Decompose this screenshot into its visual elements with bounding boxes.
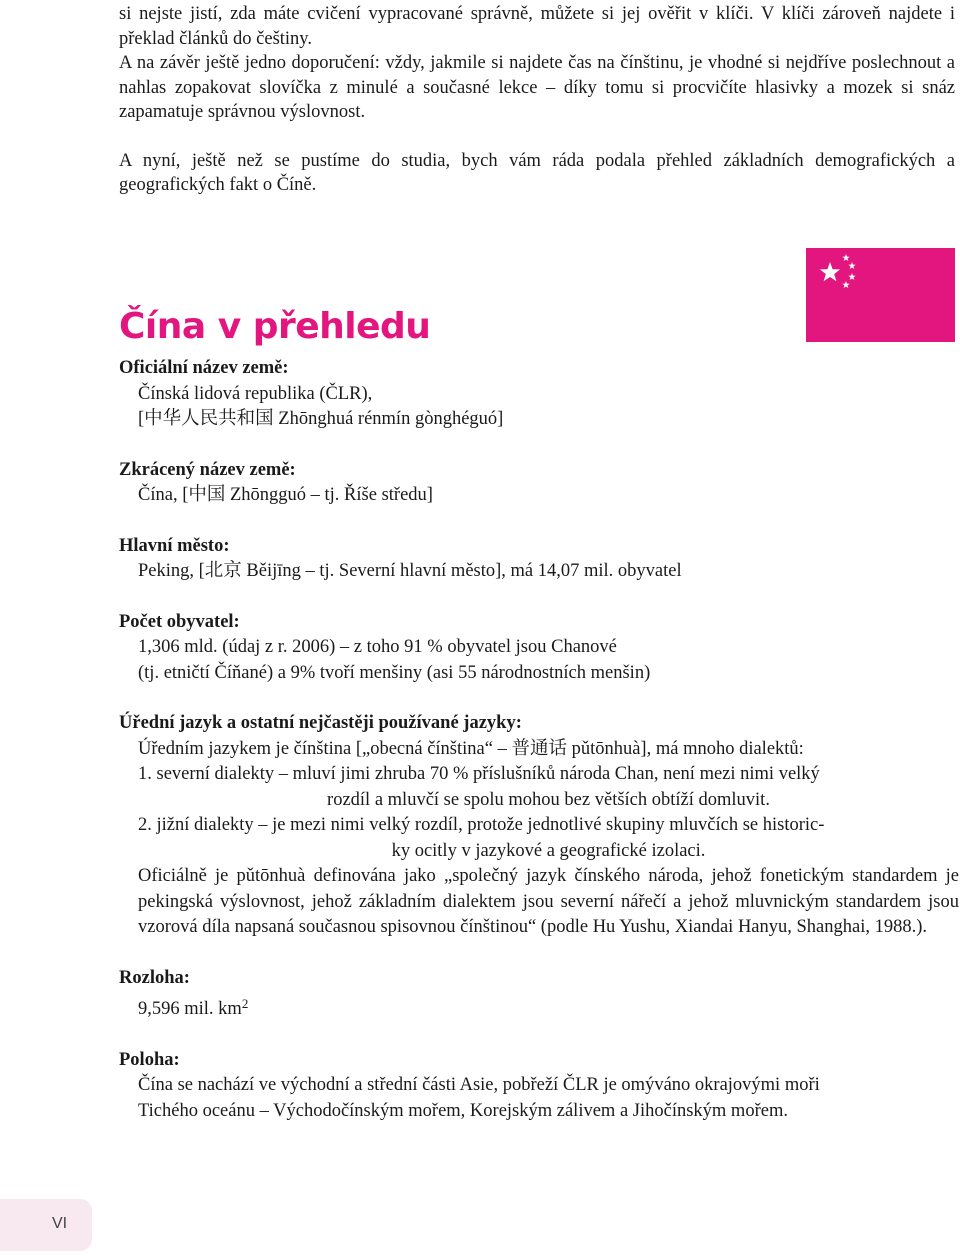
fact-value <box>119 991 959 1023</box>
fact-label: Počet obyvatel: <box>119 611 240 632</box>
list-item <box>119 813 959 864</box>
fact-area <box>119 966 959 1023</box>
fact-label: Oficiální název země: <box>119 358 289 378</box>
fact-population <box>119 610 959 687</box>
intro-paragraph-2: A na závěr ještě jedno doporučení: vždy, jakmile si najdete čas na čínštinu, je vhodné si nejdříve poslechnout a nahlas zopakovat slovíčka z minulé a současné lekce – díky tomu si procvičíte hlasivky a mozek si snáz zapamatuje správnou výslovnost. <box>119 53 955 122</box>
fact-value: Čína se nachází ve východní a střední části Asie, pobřeží ČLR je omýváno okrajovými moři <box>138 1075 820 1095</box>
area-value: 9,596 mil. km <box>138 999 242 1019</box>
intro-paragraph-1: si nejste jistí, zda máte cvičení vypracované správně, můžete si jej ověřit v klíči. V klíči zároveň najdete i překlad článků do češtiny. <box>119 4 955 49</box>
intro-text <box>119 2 955 198</box>
list-item-continuation: rozdíl a mluvčí se spolu mohou bez větších obtíží domluvit. <box>327 789 770 810</box>
fact-value: Čína, [中国 Zhōngguó – tj. Říše středu] <box>138 485 433 505</box>
section-title: Čína v přehledu <box>119 306 431 347</box>
page-number: VI <box>52 1215 68 1232</box>
fact-location <box>119 1048 959 1125</box>
fact-label: Hlavní město: <box>119 535 230 556</box>
fact-value: [中华人民共和国 Zhōnghuá rénmín gònghéguó] <box>138 409 504 429</box>
fact-value: Úředním jazykem je čínština [„obecná čínština“ – 普通话 pǔtōnhuà], má mnoho dialektů: <box>138 738 804 759</box>
fact-value: (tj. etničtí Číňané) a 9% tvoří menšiny (asi 55 národnostních menšin) <box>138 662 651 683</box>
fact-official-name <box>119 356 959 433</box>
list-item-line: 2. jižní dialekty – je mezi nimi velký rozdíl, protože jednotlivé skupiny mluvčích se historic- <box>138 815 825 835</box>
fact-value: 1,306 mld. (údaj z r. 2006) – z toho 91 % obyvatel jsou Chanové <box>138 637 617 657</box>
facts-list <box>119 356 959 1149</box>
fact-short-name <box>119 458 959 509</box>
star-icon <box>806 248 955 342</box>
fact-label: Úřední jazyk a ostatní nejčastěji používané jazyky: <box>119 713 522 733</box>
list-item-continuation: ky ocitly v jazykové a geografické izolaci. <box>391 840 706 861</box>
fact-label: Zkrácený název země: <box>119 459 296 480</box>
fact-capital <box>119 534 959 585</box>
fact-value: Čínská lidová republika (ČLR), <box>138 383 373 404</box>
list-item-line: 1. severní dialekty – mluví jimi zhruba 70 % příslušníků národa Chan, není mezi nimi velký <box>138 764 820 784</box>
fact-label: Rozloha: <box>119 967 190 988</box>
area-exponent: 2 <box>241 996 249 1011</box>
fact-label: Poloha: <box>119 1049 180 1070</box>
fact-value: Tichého oceánu – Východočínským mořem, Korejským zálivem a Jihočínským mořem. <box>138 1100 788 1121</box>
fact-paragraph: Oficiálně je pǔtōnhuà definována jako „společný jazyk čínského národa, jehož fonetickým standardem je pekingská výslovnost, jehož základním dialektem jsou severní nářečí a jehož mluvnickým standardem jsou vzorová díla napsaná současnou spisovnou čínštinou“ (podle Hu Yushu, Xiandai Hanyu, Shanghai, 1988.). <box>138 866 959 937</box>
list-item <box>119 762 959 813</box>
china-flag <box>806 248 955 342</box>
page-number-badge <box>0 1199 92 1251</box>
fact-language <box>119 711 959 941</box>
intro-paragraph-3: A nyní, ještě než se pustíme do studia, bych vám ráda podala přehled základních demografických a geografických fakt o Číně. <box>119 150 955 195</box>
fact-value: Peking, [北京 Běijīng – tj. Severní hlavní město], má 14,07 mil. obyvatel <box>138 561 682 581</box>
